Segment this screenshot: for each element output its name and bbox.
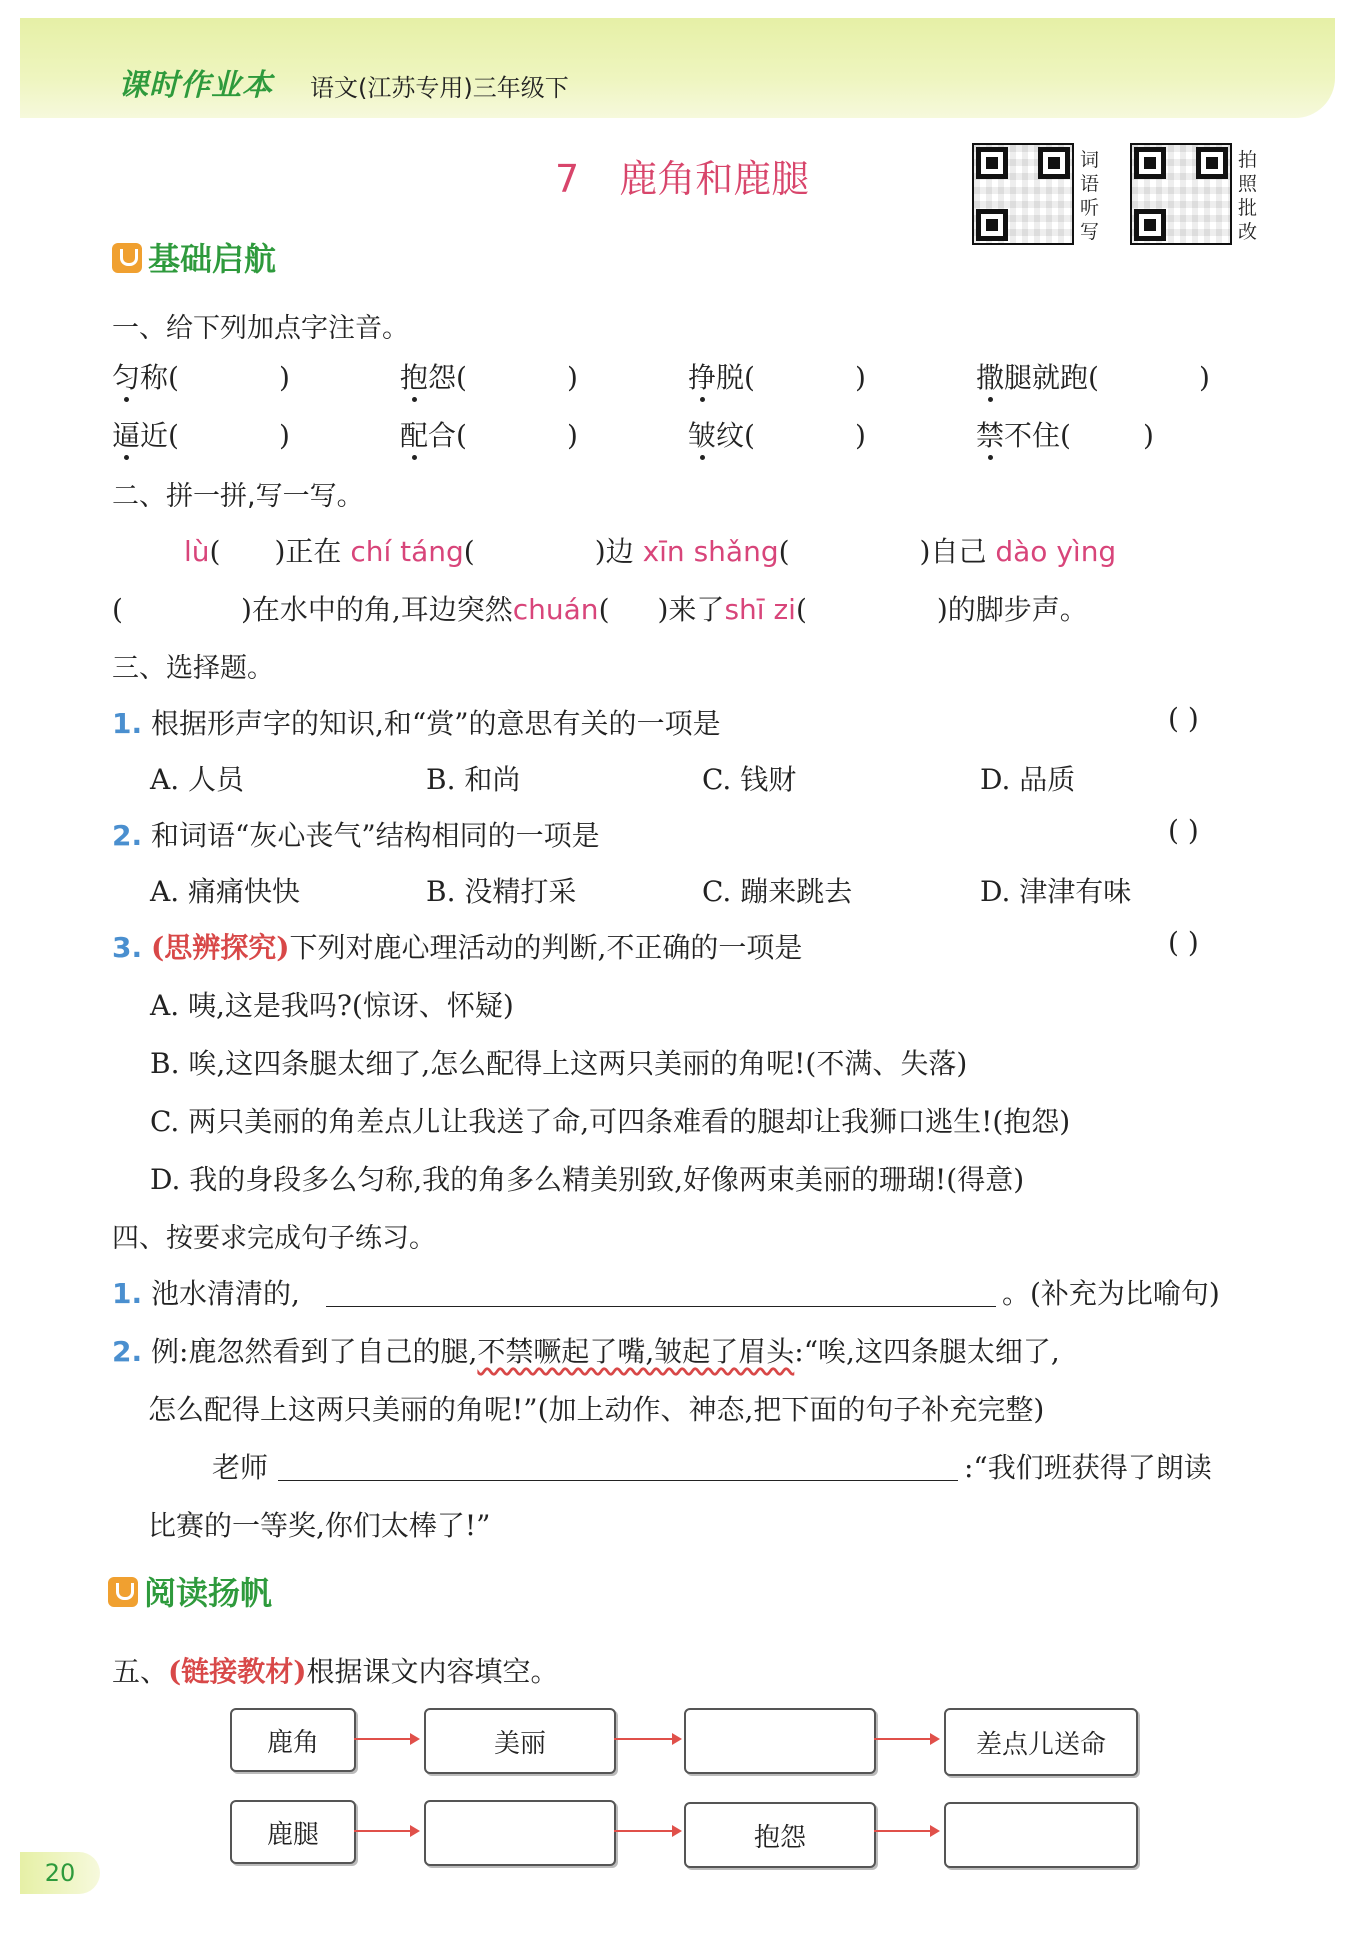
q4-teacher: 老师 <box>212 1451 269 1484</box>
section-basic: 基础启航 <box>112 234 276 280</box>
q2-title: 二、拼一拼,写一写。 <box>112 481 364 512</box>
sail-icon <box>108 1577 138 1607</box>
answer-line[interactable] <box>326 1306 996 1307</box>
option: B. 唉,这四条腿太细了,怎么配得上这两只美丽的角呢!(不满、失落) <box>150 1047 968 1080</box>
q3-item-3: 3. (思辨探究)下列对鹿心理活动的判断,不正确的一项是 <box>112 931 803 964</box>
arrow-icon <box>354 1830 418 1832</box>
lesson-title <box>555 148 809 203</box>
q1-item: 撒腿就跑( ) <box>976 361 1210 394</box>
option: D. 津津有味 <box>980 875 1132 908</box>
answer-paren[interactable]: ( ) <box>1168 814 1199 847</box>
option: C. 两只美丽的角差点儿让我送了命,可四条难看的腿却让我狮口逃生!(抱怨) <box>150 1105 1071 1138</box>
book-brand: 课时作业本 <box>118 68 273 103</box>
q4-item-2: 2. 例:鹿忽然看到了自己的腿,不禁噘起了嘴,皱起了眉头:“唉,这四条腿太细了, <box>112 1335 1060 1368</box>
q1-item: 逼近( ) <box>112 419 290 452</box>
q1-item: 匀称( ) <box>112 361 290 394</box>
arrow-icon <box>614 1738 680 1740</box>
lesson-number: 7 <box>555 157 580 201</box>
q4-quote-a: :“我们班获得了朗读 <box>964 1451 1212 1484</box>
page-number: 20 <box>20 1852 100 1894</box>
option: A. 咦,这是我吗?(惊讶、怀疑) <box>150 989 514 1022</box>
flow-box: 鹿角 <box>230 1708 356 1772</box>
qr-label-grading: 拍 照 批 改 <box>1238 149 1258 243</box>
q1-item: 抱怨( ) <box>400 361 578 394</box>
q2-line-1: lù( )正在 chí táng( )边 xīn shǎng( )自己 dào yìng <box>184 535 1117 568</box>
q1-title: 一、给下列加点字注音。 <box>112 313 409 344</box>
option: C. 蹦来跳去 <box>702 875 853 908</box>
lesson-name: 鹿角和鹿腿 <box>619 157 810 201</box>
option: A. 人员 <box>150 763 245 796</box>
arrow-icon <box>614 1830 680 1832</box>
flow-box: 抱怨 <box>684 1802 876 1868</box>
q2-line-2: ( )在水中的角,耳边突然chuán( )来了shī zi( )的脚步声。 <box>112 593 1088 626</box>
q5-title: 五、(链接教材)根据课文内容填空。 <box>112 1655 559 1688</box>
q4-quote-b: 比赛的一等奖,你们太棒了!” <box>148 1509 491 1542</box>
option: A. 痛痛快快 <box>150 875 301 908</box>
answer-line[interactable] <box>278 1480 958 1481</box>
q4-title: 四、按要求完成句子练习。 <box>112 1223 436 1254</box>
flow-box-blank[interactable] <box>424 1800 616 1866</box>
q1-item: 配合( ) <box>400 419 578 452</box>
qr-label-dictation: 词 语 听 写 <box>1080 149 1100 243</box>
flow-box: 美丽 <box>424 1708 616 1774</box>
q4-item-1-lead: 1. 池水清清的, <box>112 1277 300 1310</box>
option: B. 没精打采 <box>426 875 577 908</box>
answer-paren[interactable]: ( ) <box>1168 702 1199 735</box>
flow-box: 鹿腿 <box>230 1800 356 1864</box>
option: D. 品质 <box>980 763 1076 796</box>
flow-box-blank[interactable] <box>684 1708 876 1774</box>
arrow-icon <box>874 1830 938 1832</box>
q4-item-2-line2: 怎么配得上这两只美丽的角呢!”(加上动作、神态,把下面的句子补充完整) <box>148 1393 1045 1426</box>
q3-title: 三、选择题。 <box>112 653 274 684</box>
q3-item-2: 2. 和词语“灰心丧气”结构相同的一项是 <box>112 819 600 852</box>
option: D. 我的身段多么匀称,我的角多么精美别致,好像两束美丽的珊瑚!(得意) <box>150 1163 1025 1196</box>
qr-code-dictation[interactable] <box>972 143 1074 245</box>
arrow-icon <box>874 1738 938 1740</box>
option: C. 钱财 <box>702 763 797 796</box>
qr-code-grading[interactable] <box>1130 143 1232 245</box>
q1-item: 挣脱( ) <box>688 361 866 394</box>
arrow-icon <box>354 1738 418 1740</box>
flow-box: 差点儿送命 <box>944 1708 1138 1776</box>
q1-item: 皱纹( ) <box>688 419 866 452</box>
anchor-icon <box>112 243 142 273</box>
q3-item-1: 1. 根据形声字的知识,和“赏”的意思有关的一项是 <box>112 707 721 740</box>
flow-box-blank[interactable] <box>944 1802 1138 1868</box>
section-reading: 阅读扬帆 <box>108 1568 272 1614</box>
q4-item-1-tail: 。(补充为比喻句) <box>1002 1277 1220 1310</box>
answer-paren[interactable]: ( ) <box>1168 926 1199 959</box>
option: B. 和尚 <box>426 763 521 796</box>
q1-item: 禁不住( ) <box>976 419 1154 452</box>
book-subtitle: 语文(江苏专用)三年级下 <box>310 74 569 102</box>
